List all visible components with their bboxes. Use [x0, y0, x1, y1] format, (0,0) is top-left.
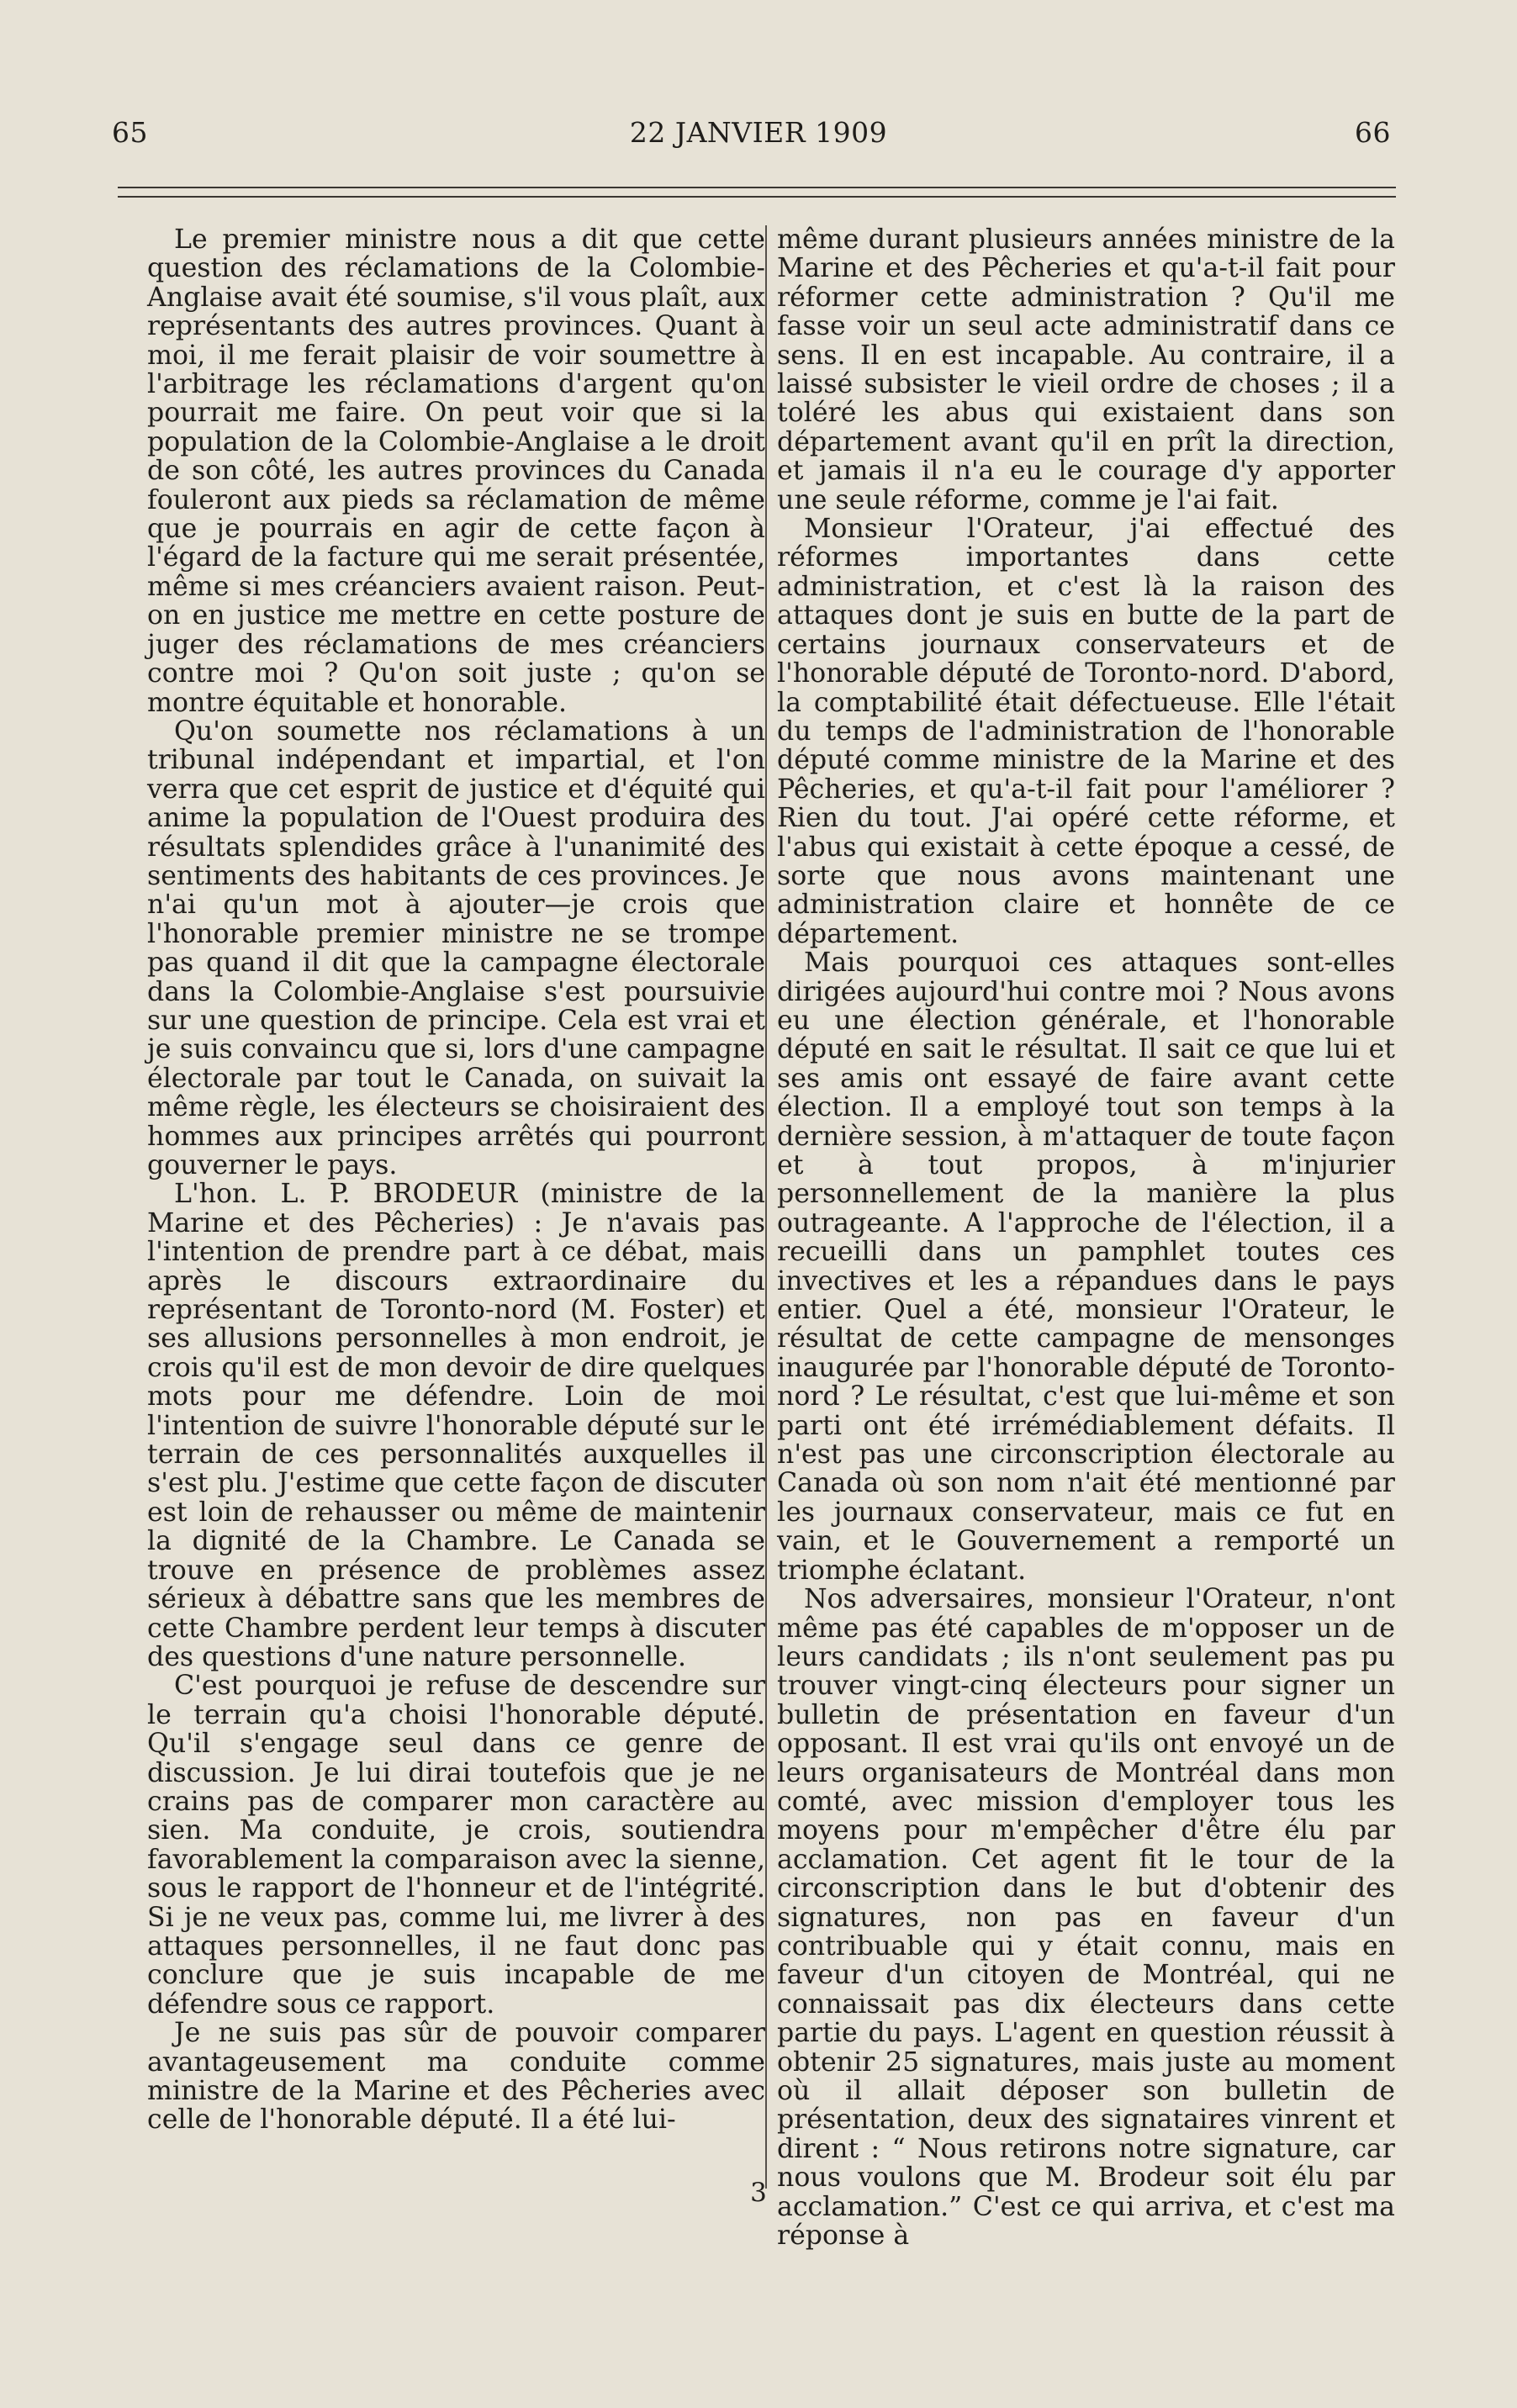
paragraph: Nos adversaires, monsieur l'Orateur, n'ont même pas été capables de m'opposer un de leurs candidats ; ils n'ont seulement pas pu trouver vingt-cinq électeurs pour signer un bulletin de présentation en faveur d'un opposant. Il est vrai qu'ils ont envoyé un de leurs organisateurs de Montréal dans mon comté, avec mission d'employer tous les moyens pour m'empêcher d'être élu par acclamation. Cet agent fit le tour de la circonscription dans le but d'obtenir des signatures, non pas en faveur d'un contribuable qui y était connu, mais en faveur d'un citoyen de Montréal, qui ne connaissait pas dix électeurs dans cette partie du pays. L'agent en question réussit à obtenir 25 signatures, mais juste au moment où il allait déposer son bulletin de présentation, deux des signataires vinrent et dirent : “ Nous retirons notre signature, car nous voulons que M. Brodeur soit élu par acclamation.” C'est ce qui arriva, et c'est ma réponse à [777, 1584, 1395, 2252]
signature-mark: 3 [750, 2178, 767, 2208]
page-date: 22 JANVIER 1909 [629, 116, 888, 149]
left-column [147, 225, 765, 2151]
page-number-left: 65 [112, 116, 148, 149]
paragraph: L'hon. L. P. BRODEUR (ministre de la Marine et des Pêcheries) : Je n'avais pas l'intention de prendre part à ce débat, mais après le discours extraordinaire du représentant de Toronto-nord (M. Foster) et ses allusions personnelles à mon endroit, je crois qu'il est de mon devoir de dire quelques mots pour me défendre. Loin de moi l'intention de suivre l'honorable député sur le terrain de ces personnalités auxquelles il s'est plu. J'estime que cette façon de discuter est loin de rehausser ou même de maintenir la dignité de la Chambre. Le Canada se trouve en présence de problèmes assez sérieux à débattre sans que les membres de cette Chambre perdent leur temps à discuter des questions d'une nature personnelle. [147, 1179, 765, 1672]
paragraph: même durant plusieurs années ministre de la Marine et des Pêcheries et qu'a-t-il fait pour réformer cette administration ? Qu'il me fasse voir un seul acte administratif dans ce sens. Il en est incapable. Au contraire, il a laissé subsister le vieil ordre de choses ; il a toléré les abus qui existaient dans son département avant qu'il en prît la direction, et jamais il n'a eu le courage d'y apporter une seule réforme, comme je l'ai fait. [777, 224, 1395, 515]
paragraph: Qu'on soumette nos réclamations à un tribunal indépendant et impartial, et l'on verra que cet esprit de justice et d'équité qui anime la population de l'Ouest produira des résultats splendides grâce à l'unanimité des sentiments des habitants de ces provinces. Je n'ai qu'un mot à ajouter—je crois que l'honorable premier ministre ne se trompe pas quand il dit que la campagne électorale dans la Colombie-Anglaise s'est poursuivie sur une question de principe. Cela est vrai et je suis convaincu que si, lors d'une campagne électorale par tout le Canada, on suivait la même règle, les électeurs se choisiraient des hommes aux principes arrêtés qui pourront gouverner le pays. [147, 716, 765, 1180]
page-number-right: 66 [1355, 116, 1391, 149]
header-rule-top [118, 187, 1396, 188]
paragraph: C'est pourquoi je refuse de descendre sur le terrain qu'a choisi l'honorable député. Qu'il s'engage seul dans ce genre de discussion. Je lui dirai toutefois que je ne crains pas de comparer mon caractère au sien. Ma conduite, je crois, soutiendra favorablement la comparaison avec la sienne, sous le rapport de l'honneur et de l'intégrité. Si je ne veux pas, comme lui, me livrer à des attaques personnelles, il ne faut donc pas conclure que je suis incapable de me défendre sous ce rapport. [147, 1671, 765, 2020]
paragraph: Mais pourquoi ces attaques sont-elles dirigées aujourd'hui contre moi ? Nous avons eu une élection générale, et l'honorable député en sait le résultat. Il sait ce que lui et ses amis ont essayé de faire avant cette élection. Il a employé tout son temps à la dernière session, à m'attaquer de toute façon et à tout propos, à m'injurier personnellement de la manière la plus outrageante. A l'approche de l'élection, il a recueilli dans un pamphlet toutes ces invectives et les a répandues dans le pays entier. Quel a été, monsieur l'Orateur, le résultat de cette campagne de mensonges inaugurée par l'honorable député de Toronto-nord ? Le résultat, c'est que lui-même et son parti ont été irrémédiablement défaits. Il n'est pas une circonscription électorale au Canada où son nom n'ait été mentionné par les journaux conservateur, mais ce fut en vain, et le Gouvernement a remporté un triomphe éclatant. [777, 948, 1395, 1586]
column-divider [765, 225, 767, 2189]
paragraph: Monsieur l'Orateur, j'ai effectué des réformes importantes dans cette administration, et c'est là la raison des attaques dont je suis en butte de la part de certains journaux conservateurs et de l'honorable député de Toronto-nord. D'abord, la comptabilité était défectueuse. Elle l'était du temps de l'administration de l'honorable député comme ministre de la Marine et des Pêcheries, et qu'a-t-il fait pour l'améliorer ? Rien du tout. J'ai opéré cette réforme, et l'abus qui existait à cette époque a cessé, de sorte que nous avons maintenant une administration claire et honnête de ce département. [777, 514, 1395, 949]
right-column [777, 224, 1395, 2252]
paragraph: Je ne suis pas sûr de pouvoir comparer avantageusement ma conduite comme ministre de la Marine et des Pêcheries avec celle de l'honorable député. Il a été lui- [147, 2018, 765, 2136]
header-rule-bottom [118, 196, 1396, 198]
paragraph: Le premier ministre nous a dit que cette question des réclamations de la Colombie-Anglaise avait été soumise, s'il vous plaît, aux représentants des autres provinces. Quant à moi, il me ferait plaisir de voir soumettre à l'arbitrage les réclamations d'argent qu'on pourrait me faire. On peut voir que si la population de la Colombie-Anglaise a le droit de son côté, les autres provinces du Canada fouleront aux pieds sa réclamation de même que je pourrais en agir de cette façon à l'égard de la facture qui me serait présentée, même si mes créanciers avaient raison. Peut-on en justice me mettre en cette posture de juger des réclamations de mes créanciers contre moi ? Qu'on soit juste ; qu'on se montre équitable et honorable. [147, 224, 765, 718]
